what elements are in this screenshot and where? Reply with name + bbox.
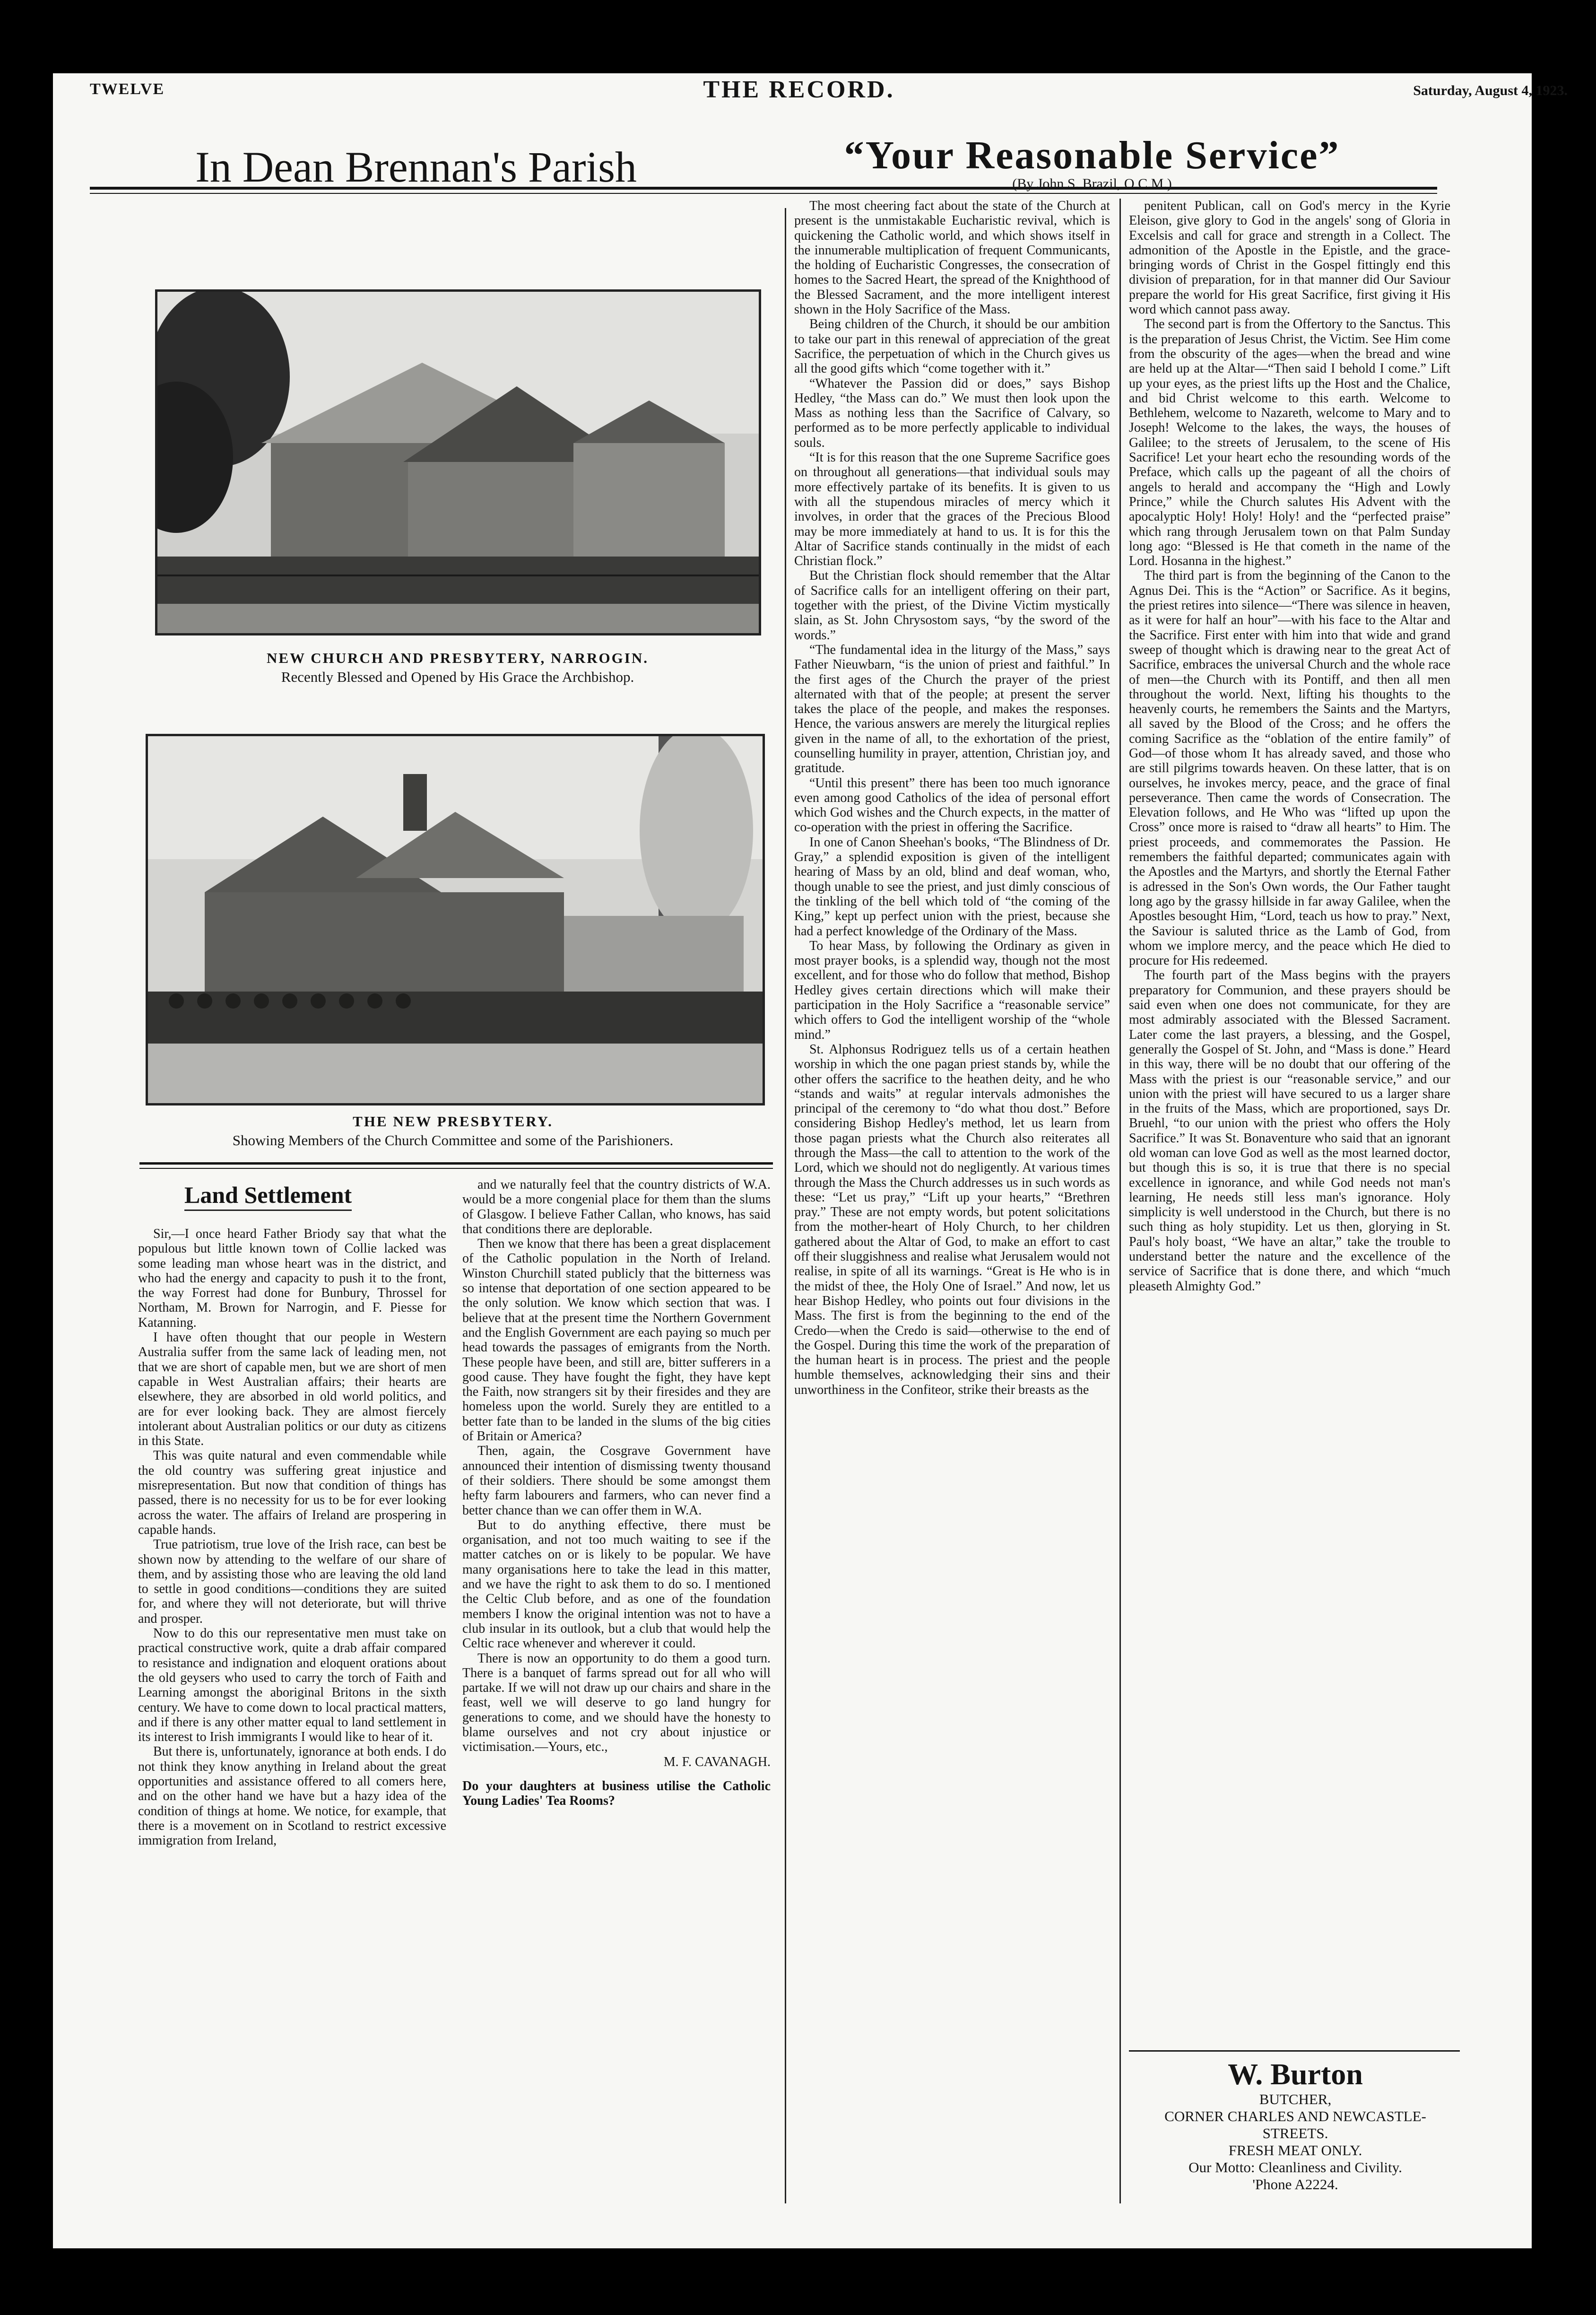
paragraph: and we naturally feel that the country districts of W.A. would be a more congenial place for them than the slums of Glasgow. I believe Father Callan, who knows, has said that conditions there are deplorable. (462, 1177, 771, 1236)
butcher-advertisement (1132, 2058, 1458, 2193)
paragraph: The most cheering fact about the state of the Church at present is the unmistakable Eucharistic revival, which is quickening the Catholic world, and which shows itself in the innumerable multiplication of frequent Communicants, the holding of Eucharistic Congresses, the consecration of homes to the Sacred Heart, the spread of the Knighthood of the Blessed Sacrament, and the more intelligent interest shown in the Holy Sacrifice of the Mass. (794, 199, 1110, 317)
ad-line: 'Phone A2224. (1252, 2176, 1338, 2193)
presbytery-photo (146, 734, 765, 1105)
paragraph: This was quite natural and even commendable while the old country was suffering great injustice and misrepresentation. But now that condition of things has passed, there is no necessity for us to be for ever looking across the water. The affairs of Ireland are prospering in capable hands. (138, 1448, 446, 1537)
paragraph: The fourth part of the Mass begins with the prayers preparatory for Communion, and these prayers should be said even when one does not communicate, for they are most admirably associated with the Blessed Sacrament. Later come the last prayers, a blessing, and the Gospel, generally the Gospel of St. John, and “Mass is done.” Heard in this way, there will be no doubt that our offering of the Mass with the priest is our “reasonable service,” and our union with the priest will have secured to us a larger share in the fruits of the Mass, which are proportioned, says Dr. Bruehl, “to our union with the priest who offers the Holy Sacrifice.” It was St. Bonaventure who said that an ignorant old woman can love God as well as the most learned doctor, but though this is so, it is true that there is no special excellence in ignorance, and while God needs not man's learning, He needs still less man's ignorance. Holy simplicity is well understood in the Church, but there is no such thing as holy stupidity. Let us then, glorying in St. Paul's holy boast, “We have an altar,” take the trouble to understand better the nature and the excellence of the service of Sacrifice that is done there, and which “much pleaseth Almighty God.” (1129, 968, 1450, 1294)
service-column-1 (794, 199, 1110, 2203)
parish-heading: In Dean Brennan's Parish (195, 143, 637, 191)
paragraph: There is now an opportunity to do them a good turn. There is a banquet of farms spread out for all who will partake. If we will not draw up our chairs and share in the feast, well we will deserve to go land hungry for generations to come, and we should have the honesty to blame ourselves and not cry about injustice or victimisation.—Yours, etc., (462, 1651, 771, 1755)
paragraph: St. Alphonsus Rodriguez tells us of a certain heathen worship in which the one pagan priest stands by, while the other offers the sacrifice to the heathen deity, and he who “stands and waits” at regular intervals admonishes the principal of the ceremony to “do what thou dost.” Before considering Bishop Hedley's method, let us learn from those pagan priests what the Church also reiterates all through the Mass—the call to attention to the work of the Lord, which we should not do negligently. At various times through the Mass the Church addresses us in such words as these: “Let us pray,” “Lift up your hearts,” “Brethren pray.” These are not empty words, but potent solicitations from the mother-heart of Holy Church, to her children gathered about the Altar of God, to make an effort to cast off their sluggishness and realise what Jerusalem would not realise, in spite of all its warnings. “Great is He who is in the midst of thee, the Holy One of Israel.” And now, let us hear Bishop Hedley, who points out four divisions in the Mass. The first is from the beginning to the end of the Credo—when the Credo is said—otherwise to the end of the Gospel. During this time the work of the preparation of the human heart is in process. The priest and the people humble themselves, acknowledging their sins and their unworthiness in the Confiteor, strike their breasts as the (794, 1042, 1110, 1397)
section-rule-thin (139, 1168, 773, 1169)
paragraph: The third part is from the beginning of the Canon to the Agnus Dei. This is the “Action” or Sacrifice. As it begins, the priest retires into silence—“There was silence in heaven, as it were for half an hour”—with his face to the Altar and the Sacrifice. First enter with him into that wide and grand sweep of thought which is drawing near to the great Act of Sacrifice, embraces the universal Church and the whole race of men—the Church with its Pontiff, and then all men throughout the world. Next, lifting his thoughts to the heavenly courts, he remembers the Saints and the Martyrs, all saved by the Blood of the Cross; and he offers the coming Sacrifice as the “oblation of the entire family” of God—of those whom It has already saved, and those who are still pilgrims towards heaven. On these latter, that is on ourselves, he invokes mercy, peace, and the grace of final perseverance. Then came the words of Consecration. The Elevation follows, and He Who was “lifted up upon the Cross” once more is raised to “draw all hearts” to Him. The priest proceeds, and commemorates the Passion. He remembers the faithful departed; communicates again with the Apostles and the Martyrs, and shortly the Eternal Father is adressed in the Son's Own words, the Our Father taught long ago by the grassy hillside in far away Galilee, when the Apostles besought Him, “Lord, teach us how to pray.” Next, the Saviour is saluted thrice as the Lamb of God, from whom we implore mercy, and the peace which He died to procure for His redeemed. (1129, 568, 1450, 968)
paragraph: Being children of the Church, it should be our ambition to take our part in this renewal of appreciation of the great Sacrifice, the perpetuation of which in the Church gives us all the good gifts which “come together with it.” (794, 317, 1110, 376)
ad-line: FRESH MEAT ONLY. (1228, 2142, 1362, 2158)
paragraph: I have often thought that our people in Western Australia suffer from the same lack of leading men, not that we are short of capable men, but we are short of men capable in West Australian affairs; their hearts are elsewhere, they are absorbed in old world politics, and are for ever looking back. They are almost fiercely intolerant about Australian politics or our duty as citizens in this State. (138, 1330, 446, 1449)
ad-details (1132, 2091, 1458, 2193)
paragraph: “The fundamental idea in the liturgy of the Mass,” says Father Nieuwbarn, “is the union of priest and faithful.” In the first ages of the Church the prayer of the priest alternated with that of the people; at present the server takes the place of the people, and makes the responses. Hence, the various answers are merely the liturgical replies given in the name of all, to the exhortation of the priest, counselling humility in prayer, attention, Christian joy, and gratitude. (794, 642, 1110, 776)
photo2-caption-subtitle: Showing Members of the Church Committee and some of the Parishioners. (232, 1132, 674, 1149)
land-settlement-heading: Land Settlement (184, 1181, 352, 1211)
ad-line: CORNER CHARLES AND NEWCASTLE-STREETS. (1164, 2108, 1426, 2141)
paragraph: But to do anything effective, there must be organisation, and not too much waiting to see if the matter catches on or is likely to be popular. We have many organisations here to take the lead in this matter, and we have the right to ask them to do so. I mentioned the Celtic Club before, and as one of the foundation members I know the original intention was not to have a club insular in its outlook, but a club that would help the Celtic race whenever and wherever it could. (462, 1517, 771, 1651)
paragraph: In one of Canon Sheehan's books, “The Blindness of Dr. Gray,” a splendid exposition is given of the intelligent hearing of Mass by an old, blind and deaf woman, who, though unable to see the priest, and just dimly conscious of the tinkling of the bell which told of “the coming of the King,” kept up perfect union with the priest, because she had a perfect knowledge of the Ordinary of the Mass. (794, 835, 1110, 939)
paragraph: To hear Mass, by following the Ordinary as given in most prayer books, is a splendid way, though not the most excellent, and for those who do follow that method, Bishop Hedley gives certain directions which will make their participation in the Holy Sacrifice a “reasonable service” which offers to God the intelligent worship of the “whole mind.” (794, 938, 1110, 1042)
church-presbytery-photo (155, 289, 761, 635)
newspaper-title: THE RECORD. (703, 76, 895, 103)
ad-rule (1129, 2050, 1460, 2052)
paragraph: “Whatever the Passion did or does,” says Bishop Hedley, “the Mass can do.” We must then look upon the Mass as nothing less than the Sacrifice of Calvary, so performed as to be more perfectly applicable to individual souls. (794, 376, 1110, 450)
issue-date: Saturday, August 4, 1923. (1413, 83, 1568, 98)
photo1-caption-title: NEW CHURCH AND PRESBYTERY, NARROGIN. (267, 650, 649, 666)
paragraph: Now to do this our representative men must take on practical constructive work, quite a drab affair compared to resistance and indignation and eloquent orations about the old geysers who used to carry the torch of Faith and Learning amongst the aboriginal Britons in the sixth century. We have to come down to local practical matters, and if there is any other matter equal to land settlement in its interest to Irish immigrants I would like to hear of it. (138, 1626, 446, 1745)
photo1-caption (155, 649, 760, 687)
paragraph: “Until this present” there has been too much ignorance even among good Catholics of the idea of personal effort which God wishes and the Church expects, in the matter of co-operation with the priest in offering the Sacrifice. (794, 775, 1110, 835)
service-column-2 (1129, 199, 1450, 2043)
paragraph: Then, again, the Cosgrave Government have announced their intention of dismissing twenty thousand of their soldiers. There should be some amongst them hefty farm labourers and farmers, who can never find a better chance than we can offer them in W.A. (462, 1444, 771, 1518)
ad-business-name: W. Burton (1228, 2057, 1363, 2091)
tea-rooms-notice: Do your daughters at business utilise the Catholic Young Ladies' Tea Rooms? (462, 1778, 771, 1809)
paragraph: “It is for this reason that the one Supreme Sacrifice goes on throughout all generations—that individual souls may more effectively partake of its benefits. It is given to us with all the stupendous miracles of mercy which it involves, in order that the graces of the Precious Blood may be more immediately at hand to us. It is for this the Altar of Sacrifice stands continually in the midst of each Christian flock.” (794, 450, 1110, 569)
paragraph: penitent Publican, call on God's mercy in the Kyrie Eleison, give glory to God in the angels' song of Gloria in Excelsis and call for grace and strength in a Collect. The admonition of the Apostle in the Epistle, and the grace-bringing words of Christ in the Gospel fittingly end this division of preparation, for in that manner did Our Saviour prepare the world for His great Sacrifice, first giving it His word which cannot pass away. (1129, 199, 1450, 317)
photo2-caption (146, 1112, 760, 1150)
section-rule (139, 1162, 773, 1165)
page-number: TWELVE (90, 80, 165, 98)
land-settlement-column-2 (462, 1177, 771, 2201)
ad-line: BUTCHER, (1259, 2091, 1332, 2107)
photo1-caption-subtitle: Recently Blessed and Opened by His Grace the Archbishop. (281, 669, 634, 685)
column-divider (785, 208, 786, 2203)
photo2-caption-title: THE NEW PRESBYTERY. (353, 1113, 553, 1130)
masthead-rule-thin (90, 193, 1437, 194)
land-settlement-column-1 (138, 1227, 446, 2201)
letter-signature: M. F. CAVANAGH. (663, 1754, 771, 1769)
paragraph: The second part is from the Offertory to the Sanctus. This is the preparation of Jesus Christ, the Victim. See Him come from the obscurity of the ages—when the bread and wine are held up at the Altar—“Then said I behold I come.” Lift up your eyes, as the priest lifts up the Host and the Chalice, and bid Christ welcome to this earth. Welcome to Bethlehem, welcome to Nazareth, welcome to Mary and to Joseph! Welcome to the lakes, the ways, the houses of Galilee; to the streets of Jerusalem, to the scene of His Sacrifice! Let your heart echo the resounding words of the Preface, which calls up the pageant of all the choirs of angels to herald and accompany the “High and Lowly Prince,” while the Church salutes His Advent with the apocalyptic Holy! Holy! Holy! and the “perfected praise” which rang through Jerusalem town on that Palm Sunday long ago: “Blessed is He that cometh in the name of the Lord. Hosanna in the highest.” (1129, 317, 1450, 569)
paragraph: Then we know that there has been a great displacement of the Catholic population in the North of Ireland. Winston Churchill stated publicly that the bitterness was so intense that deportation of one section appeared to be the only solution. We know which section that was. I believe that at the present time the Northern Government and the English Government are each paying so much per head towards the passages of emigrants from the North. These people have been, and still are, bitter sufferers in a good cause. They have fought the fight, they have kept the Faith, now strangers sit by their firesides and they are homeless upon the world. Surely they are entitled to a better fate than to be landed in the slums of the big cities of Britain or America? (462, 1236, 771, 1444)
paragraph: Sir,—I once heard Father Briody say that what the populous but little known town of Collie lacked was some leading man whose heart was in the district, and who had the energy and capacity to push it to the front, the way Forrest had done for Bunbury, Throssel for Northam, M. Brown for Narrogin, and F. Piesse for Katanning. (138, 1227, 446, 1330)
service-heading: “Your Reasonable Service” (844, 133, 1340, 177)
column-divider (1119, 199, 1121, 2203)
paragraph: True patriotism, true love of the Irish race, can best be shown now by attending to the welfare of our share of them, and by assisting those who are leaving the old land to settle in good conditions—conditions they are suited for, and where they will not deteriorate, but will thrive and prosper. (138, 1537, 446, 1626)
paragraph: But there is, unfortunately, ignorance at both ends. I do not think they know anything in Ireland about the great opportunities and assistance offered to all comers here, and on the other hand we have but a hazy idea of the condition of things at home. We notice, for example, that there is a movement on in Scotland to restrict excessive immigration from Ireland, (138, 1744, 446, 1848)
paragraph: But the Christian flock should remember that the Altar of Sacrifice calls for an intelligent offering on their part, together with the priest, of the Divine Victim mystically slain, as St. John Chrysostom says, “by the sword of the words.” (794, 568, 1110, 643)
service-byline: (By John S. Brazil, O.C.M.) (1012, 176, 1172, 191)
ad-line: Our Motto: Cleanliness and Civility. (1188, 2159, 1402, 2176)
